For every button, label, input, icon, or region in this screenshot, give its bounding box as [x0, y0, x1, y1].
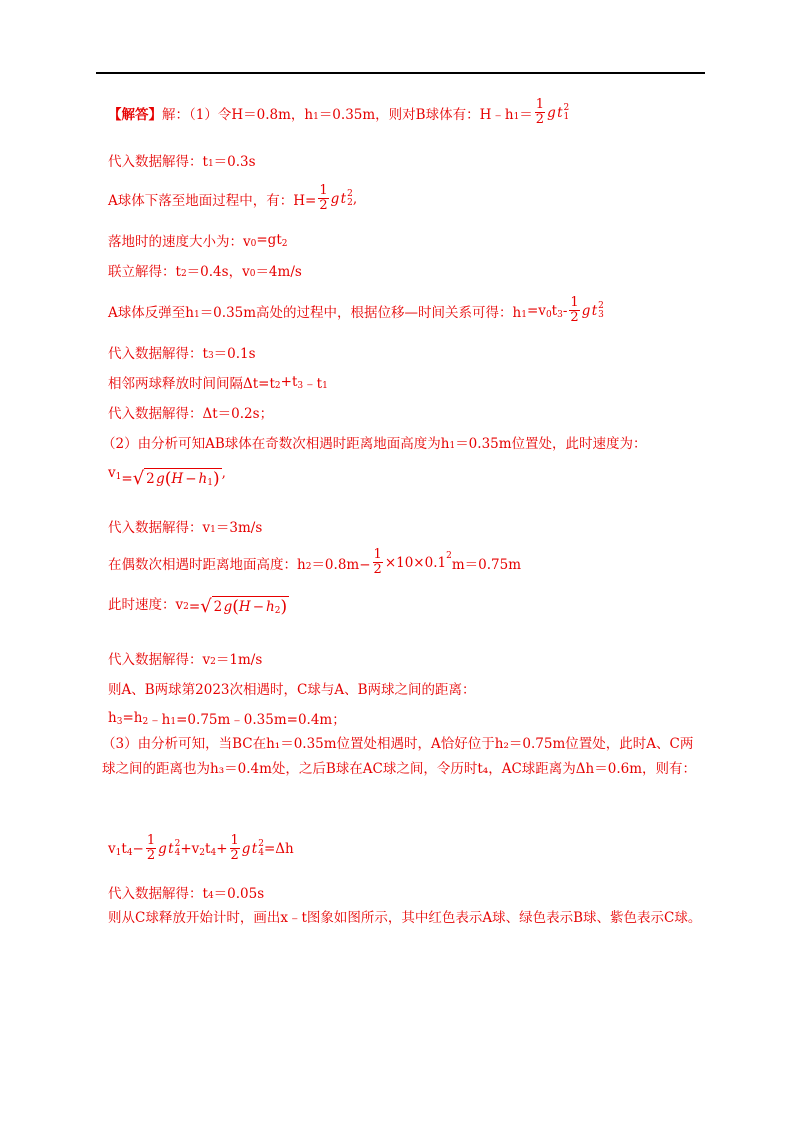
math-gt2sq: [331, 190, 353, 208]
lparen: (: [232, 597, 239, 617]
radical: √: [200, 596, 212, 617]
math-gt3sq: [582, 302, 604, 320]
text: 相邻两球释放时间间隔Δt=t: [108, 376, 275, 392]
den: 2: [570, 310, 579, 325]
text: ＝0.35m，则对B球体有：H﹣h: [318, 106, 514, 123]
sub: 1: [322, 381, 328, 391]
text: ＝0.05s: [213, 886, 265, 902]
h: h: [198, 471, 208, 487]
minus: −: [185, 471, 197, 487]
line-v1: [108, 516, 262, 536]
text: ＝1m/s: [215, 652, 263, 668]
den: 2: [319, 198, 328, 213]
sqrt-expression: [133, 468, 222, 489]
text: ＝3m/s: [215, 520, 263, 536]
paragraph-part3: （3）由分析可知，当BC在h₁＝0.35m位置处相遇时，A恰好位于h₂＝0.75m位置处，此时A、C两球之间的距离也为h₃＝0.4m处，之后B球在AC球之间，令历时t₄，AC球距离为Δh＝0.6m，则有：: [102, 736, 697, 777]
text: =h: [122, 710, 143, 726]
text: −: [132, 840, 144, 857]
line-v2: [108, 648, 262, 668]
sub: 1: [170, 717, 177, 727]
sup: 2: [347, 188, 353, 199]
t: t: [557, 104, 563, 121]
text: m＝0.75m: [451, 556, 521, 573]
sub: 4: [210, 847, 217, 858]
rparen: ): [212, 469, 220, 489]
text: 代入数据解得：t: [108, 346, 208, 362]
line-given: [108, 98, 569, 127]
sub: 4: [126, 847, 133, 858]
sub: 2: [142, 717, 149, 727]
sup: 2: [446, 550, 452, 561]
num: 1: [570, 295, 579, 310]
subsup: [564, 104, 570, 122]
subsup: [598, 302, 604, 320]
fraction-half: [318, 184, 328, 213]
sub: 1: [563, 111, 570, 122]
line-v2-formula: [108, 596, 289, 617]
g: g: [223, 599, 233, 615]
math-gt4sq: [242, 840, 264, 858]
text: ＝0.8m−: [311, 556, 371, 573]
text: ＝4m/s: [255, 264, 302, 280]
den: 2: [373, 562, 382, 577]
two: 2: [213, 599, 223, 615]
sub: 4: [258, 847, 264, 858]
sub: 1: [115, 471, 122, 482]
text: =Δh: [263, 840, 294, 857]
text: 代入数据解得：t: [108, 154, 208, 170]
text: （2）由分析可知AB球体在奇数次相遇时距离地面高度为h: [102, 436, 450, 452]
sup: 2: [174, 838, 181, 849]
fraction-half: [146, 834, 156, 863]
den: 2: [146, 848, 156, 863]
sup: 2: [258, 838, 264, 849]
line-part2: [102, 432, 647, 452]
num: 1: [373, 547, 382, 562]
t: t: [591, 302, 598, 319]
text: 联立解得：t: [108, 264, 181, 280]
sub: 0: [250, 239, 257, 249]
g: g: [158, 840, 167, 857]
line-dt: [108, 402, 273, 422]
text: t: [205, 840, 211, 857]
sub: 3: [116, 717, 123, 727]
text: 代入数据解得：t: [108, 886, 208, 902]
den: 2: [535, 112, 545, 127]
sup: 2: [598, 300, 604, 311]
text: ＝0.35m高处的过程中，根据位移—时间关系可得：h: [199, 304, 522, 321]
g: g: [330, 190, 340, 207]
sub: 2: [183, 601, 189, 612]
text: ＝0.3s: [213, 154, 256, 170]
text: A球体反弹至h: [108, 304, 194, 321]
sub: 2: [274, 381, 281, 391]
sub: 1: [193, 309, 200, 320]
num: 1: [319, 183, 328, 198]
text: ,: [221, 464, 226, 481]
text: =: [121, 470, 133, 487]
minus: −: [252, 599, 265, 615]
sub: 3: [557, 309, 563, 320]
g: g: [547, 104, 556, 121]
den: 2: [230, 848, 239, 863]
sub: 2: [305, 561, 312, 572]
line-interval: [108, 372, 328, 392]
text: 在偶数次相遇时距离地面高度：h: [108, 556, 306, 573]
text: v: [108, 840, 116, 857]
line-combined: [108, 260, 302, 280]
text: =gt: [256, 232, 282, 248]
line-t1: [108, 150, 256, 170]
sub: 1: [521, 309, 527, 320]
text: t: [551, 302, 558, 319]
sup: 2: [563, 102, 570, 113]
fraction-half: [535, 98, 545, 127]
header-rule: [96, 72, 705, 74]
num: 1: [535, 97, 545, 112]
sub: 0: [249, 269, 256, 279]
num: 1: [230, 833, 239, 848]
h: h: [266, 599, 275, 615]
line-t4: [108, 882, 264, 902]
line-v0: [108, 230, 288, 250]
text: 此时速度：v: [108, 596, 184, 613]
text: h: [108, 710, 117, 726]
line-h2: [108, 548, 521, 577]
sub: 2: [347, 197, 353, 208]
line-t3: [108, 342, 256, 362]
line-h3: [108, 708, 346, 728]
text: -: [562, 302, 568, 319]
text: ﹣h: [148, 712, 171, 728]
sub: 3: [207, 351, 214, 361]
lparen: (: [164, 469, 172, 489]
text: =0.75m﹣0.35m=0.4m；: [176, 712, 346, 728]
text: 代入数据解得：Δt＝0.2s；: [108, 406, 274, 422]
sub: 3: [297, 381, 304, 391]
t: t: [340, 190, 347, 207]
text: 则A、B两球第2023次相遇时，C球与A、B两球之间的距离：: [108, 682, 476, 698]
fraction-half: [373, 548, 383, 577]
t: t: [168, 840, 174, 857]
num: 1: [146, 833, 156, 848]
text: ×10×0.1: [384, 554, 447, 571]
answer-label: 【解答】: [108, 106, 162, 123]
sub: 2: [199, 847, 206, 858]
sub: 1: [115, 847, 122, 858]
text: A球体下落至地面过程中，有：H=: [108, 192, 317, 209]
text: 落地时的速度大小为：v: [108, 234, 251, 250]
sub: 0: [545, 309, 552, 320]
text: t: [121, 840, 127, 857]
sub: 4: [174, 847, 181, 858]
rparen: ): [280, 597, 288, 617]
g: g: [581, 302, 591, 319]
text: 解：（1）令H＝0.8m，h: [162, 106, 314, 123]
t: t: [251, 840, 258, 857]
text: ﹣t: [303, 376, 323, 392]
sub: 2: [274, 606, 281, 616]
text: ＝0.1s: [213, 346, 256, 362]
text: v: [108, 464, 116, 481]
fraction-half: [569, 296, 579, 325]
sub: 2: [281, 239, 288, 249]
sub: 2: [210, 657, 216, 667]
sub: 1: [513, 111, 520, 122]
text: ＝0.4s，v: [186, 264, 250, 280]
two: 2: [146, 471, 155, 487]
line-v1-formula: [108, 464, 226, 489]
g: g: [241, 840, 251, 857]
line-2023: [108, 678, 476, 698]
radical: √: [132, 468, 145, 489]
radicand: [212, 596, 289, 617]
text: +v: [180, 840, 200, 857]
text: ＝: [519, 106, 533, 123]
H: H: [171, 471, 184, 487]
text: ,: [352, 190, 358, 207]
sub: 4: [207, 891, 214, 901]
fraction-half: [230, 834, 240, 863]
sub: 1: [207, 159, 214, 169]
sub: 1: [207, 478, 213, 488]
text: ＝0.35m位置处，此时速度为：: [455, 436, 647, 452]
sub: 1: [313, 111, 319, 122]
sub: 1: [210, 525, 216, 535]
text: +t: [280, 374, 298, 390]
text: =: [188, 598, 201, 615]
H: H: [238, 599, 251, 615]
g: g: [156, 471, 165, 487]
sqrt-expression: [200, 596, 289, 617]
paragraph-graph: 则从C球释放开始计时，画出x﹣t图象如图所示，其中红色表示A球、绿色表示B球、紫色表示C球。: [108, 910, 702, 926]
sub: 1: [449, 441, 456, 451]
text: +: [216, 840, 228, 857]
math-gt1sq: [547, 104, 569, 122]
sub: 2: [180, 269, 187, 279]
radicand: [144, 468, 221, 489]
sub: 3: [598, 309, 604, 320]
math-gt4sq: [158, 840, 180, 858]
text: =v: [526, 302, 546, 319]
text: 代入数据解得：v: [108, 652, 211, 668]
line-rebound: [108, 296, 604, 325]
line-equation: [108, 834, 294, 863]
line-fall: [108, 184, 357, 213]
text: 代入数据解得：v: [108, 520, 211, 536]
